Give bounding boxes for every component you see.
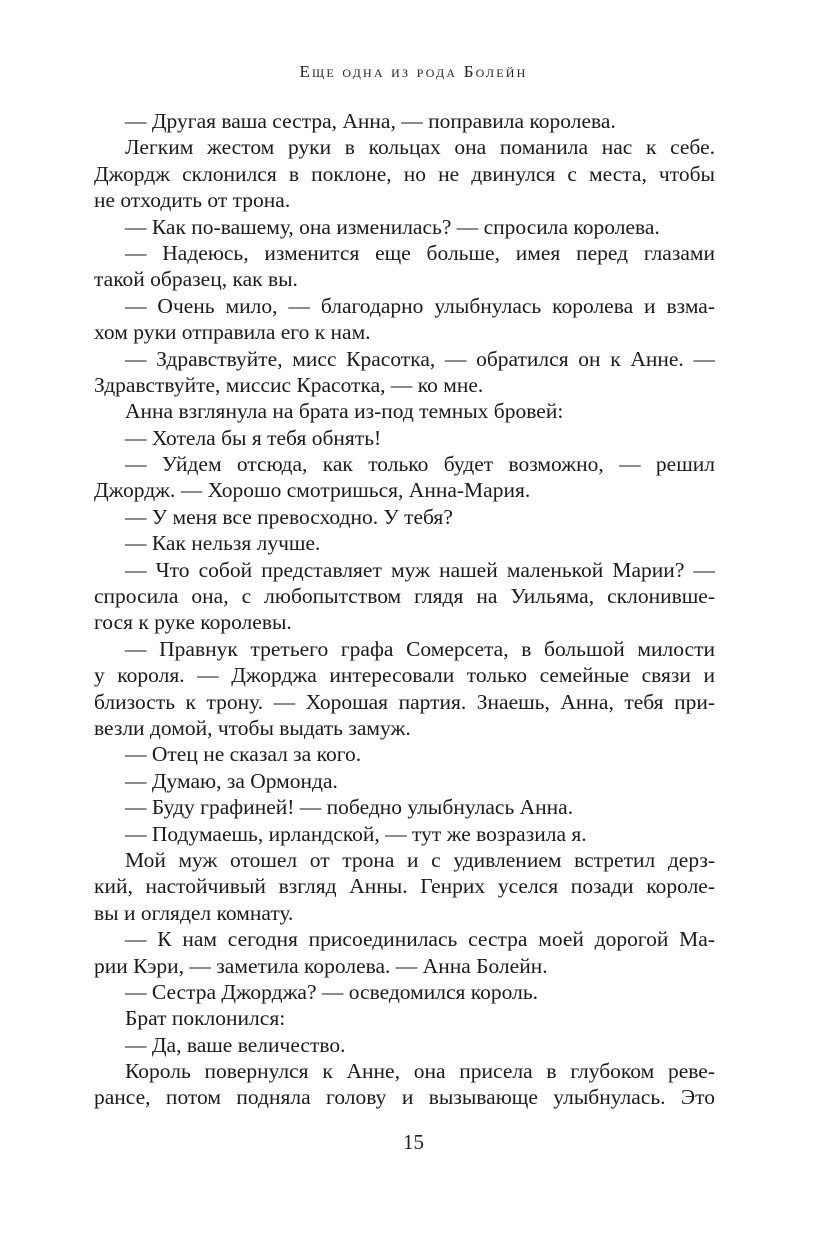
- body-text: [94, 108, 715, 1111]
- text-line: Здравствуйте, миссис Красотка, — ко мне.: [94, 372, 484, 397]
- text-line: рии Кэри, — заметила королева. — Анна Болейн.: [94, 953, 548, 978]
- text-line: такой образец, как вы.: [94, 267, 298, 292]
- text-line: Король повернулся к Анне, она присела в глубоком рeве-: [125, 1059, 715, 1084]
- text-line: спросила она, с любопытством глядя на Уильяма, склонивше-: [94, 584, 715, 609]
- text-line: — Очень мило, — благодарно улыбнулась королева и взма-: [125, 293, 715, 318]
- text-line: — Другая ваша сестра, Анна, — поправила королева.: [125, 109, 616, 133]
- text-line: не отходить от трона.: [94, 188, 291, 213]
- text-line: Джордж. — Хорошо смотришься, Анна-Мария.: [94, 478, 531, 503]
- text-line: рансе, потом подняла голову и вызывающе улыбнулась. Это: [94, 1085, 715, 1110]
- text-line: Легким жестом руки в кольцах она поманила нас к себе.: [125, 135, 715, 160]
- text-line: — Как нельзя лучше.: [125, 531, 321, 556]
- text-line: у короля. — Джорджа интересовали только семейные связи и: [94, 663, 715, 688]
- text-line: — Буду графиней! — победно улыбнулась Анна.: [125, 795, 574, 820]
- text-line: — Думаю, за Ормонда.: [125, 768, 338, 793]
- text-line: — Хотела бы я тебя обнять!: [125, 425, 382, 450]
- text-line: — Отец не сказал за кого.: [125, 742, 362, 767]
- text-line: — У меня все превосходно. У тебя?: [125, 504, 453, 529]
- text-line: кий, настойчивый взгляд Анны. Генрих уселся позади короле-: [94, 874, 715, 899]
- text-line: — Да, ваше величество.: [125, 1032, 346, 1057]
- text-line: — Уйдем отсюда, как только будет возможно, — решил: [125, 452, 715, 477]
- text-line: — Как по-вашему, она изменилась? — спросила королева.: [125, 214, 660, 239]
- text-line: Брат поклонился:: [125, 1006, 286, 1031]
- text-line: — Что собой представляет муж нашей маленькой Марии? —: [125, 557, 715, 582]
- text-line: Мой муж отошел от трона и с удивлением встретил дерз-: [125, 847, 715, 872]
- text-line: — Подумаешь, ирландской, — тут же возразила я.: [125, 821, 587, 846]
- page-number: 15: [403, 1130, 424, 1154]
- text-line: — К нам сегодня присоединилась сестра моей дорогой Ма-: [125, 927, 715, 952]
- text-line: вы и оглядел комнату.: [94, 900, 294, 925]
- text-line: гося к руке королевы.: [94, 610, 292, 635]
- text-line: — Здравствуйте, мисс Красотка, — обратился он к Анне. —: [125, 346, 715, 371]
- text-line: близость к трону. — Хорошая партия. Знаешь, Анна, тебя при-: [94, 689, 715, 714]
- text-line: везли домой, чтобы выдать замуж.: [94, 715, 411, 740]
- text-line: — Сестра Джорджа? — осведомился король.: [125, 979, 539, 1004]
- text-line: Джордж склонился в поклоне, но не двинулся с места, чтобы: [94, 161, 715, 186]
- text-line: хом руки отправила его к нам.: [94, 320, 371, 345]
- text-line: — Надеюсь, изменится еще больше, имея перед глазами: [125, 240, 715, 265]
- running-head: Еще одна из рода Болейн: [299, 62, 528, 81]
- text-line: Анна взглянула на брата из-под темных бровей:: [125, 399, 564, 424]
- text-line: — Правнук третьего графа Сомерсета, в большой милости: [125, 636, 715, 661]
